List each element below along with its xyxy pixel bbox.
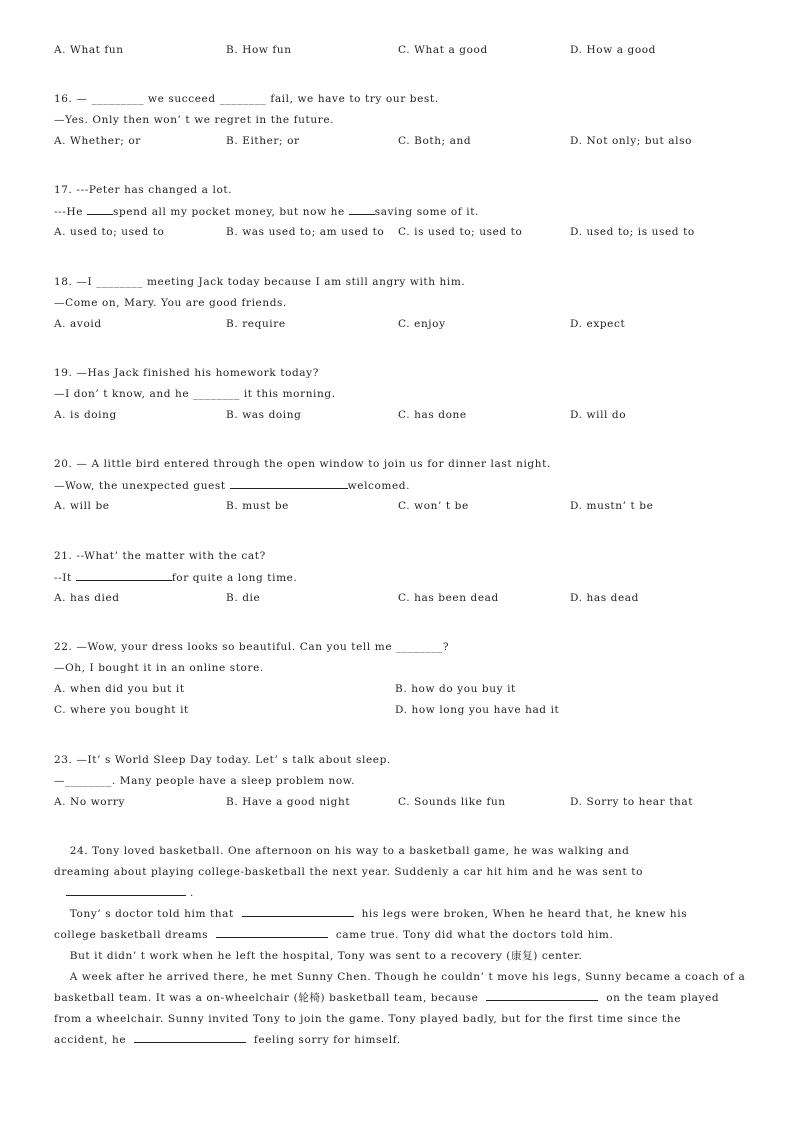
passage-line	[54, 925, 744, 946]
text-segment: on the team played	[598, 992, 720, 1004]
option-a: A. used to; used to	[54, 226, 165, 238]
option-d: D. mustn’ t be	[570, 500, 654, 512]
option-c: C. where you bought it	[54, 704, 189, 716]
text-segment: accident, he	[54, 1034, 135, 1046]
question-20-prompt: 20. — A little bird entered through the open window to join us for dinner last night.	[54, 458, 551, 470]
option-a: A. No worry	[54, 796, 125, 808]
question-21-response	[54, 571, 297, 584]
question-17-response	[54, 205, 479, 218]
option-c: C. Sounds like fun	[398, 796, 506, 808]
question-16-prompt: 16. — _________ we succeed ________ fail, we have to try our best.	[54, 93, 439, 105]
text-segment: for quite a long time.	[171, 572, 298, 584]
text-segment: welcomed.	[347, 480, 411, 492]
answer-blank[interactable]	[230, 479, 348, 489]
text-segment: ---He	[54, 206, 87, 218]
option-d: D. Sorry to hear that	[570, 796, 694, 808]
answer-blank[interactable]	[216, 928, 328, 938]
option-a: A. will be	[54, 500, 110, 512]
answer-blank[interactable]	[87, 205, 113, 215]
option-b: B. Have a good night	[226, 796, 351, 808]
text-segment: .	[186, 887, 194, 899]
passage-line: dreaming about playing college-basketball the next year. Suddenly a car hit him and he was sent to	[54, 866, 643, 878]
text-segment: —Wow, the unexpected guest	[54, 480, 230, 492]
text-segment: came true. Tony did what the doctors told him.	[328, 929, 614, 941]
answer-blank[interactable]	[66, 886, 186, 896]
question-23-response: —________. Many people have a sleep problem now.	[54, 775, 356, 787]
option-d: D. Not only; but also	[570, 135, 693, 147]
text-segment: Tony’ s doctor told him that	[54, 908, 242, 920]
question-20-response	[54, 479, 410, 492]
question-17-prompt: 17. ---Peter has changed a lot.	[54, 184, 233, 196]
passage-line	[54, 988, 744, 1009]
question-18-response: —Come on, Mary. You are good friends.	[54, 297, 287, 309]
option-a: A. Whether; or	[54, 135, 141, 147]
option-c: C. won’ t be	[398, 500, 469, 512]
option-c: C. enjoy	[398, 318, 446, 330]
option-d: D. used to; is used to	[570, 226, 695, 238]
option-a: A. What fun	[54, 44, 124, 56]
question-21-prompt: 21. --What’ the matter with the cat?	[54, 550, 266, 562]
option-d: D. How a good	[570, 44, 657, 56]
text-segment: saving some of it.	[374, 206, 479, 218]
answer-blank[interactable]	[486, 991, 598, 1001]
passage-line	[54, 1030, 744, 1051]
question-19-response: —I don’ t know, and he ________ it this morning.	[54, 388, 336, 400]
option-b: B. must be	[226, 500, 289, 512]
option-b: B. Either; or	[226, 135, 300, 147]
text-segment: college basketball dreams	[54, 929, 217, 941]
option-d: D. expect	[570, 318, 626, 330]
question-24-passage	[54, 841, 744, 1051]
option-d: D. will do	[570, 409, 627, 421]
answer-blank[interactable]	[76, 571, 172, 581]
question-18-prompt: 18. —I ________ meeting Jack today because I am still angry with him.	[54, 276, 466, 288]
text-segment: --It	[54, 572, 76, 584]
option-a: A. avoid	[54, 318, 102, 330]
question-19-prompt: 19. —Has Jack finished his homework today?	[54, 367, 319, 379]
option-c: C. has done	[398, 409, 467, 421]
answer-blank[interactable]	[242, 907, 354, 917]
option-c: C. Both; and	[398, 135, 472, 147]
answer-blank[interactable]	[134, 1033, 246, 1043]
answer-blank[interactable]	[349, 205, 375, 215]
question-16-response: —Yes. Only then won’ t we regret in the future.	[54, 114, 335, 126]
question-23-prompt: 23. —It’ s World Sleep Day today. Let’ s talk about sleep.	[54, 754, 391, 766]
option-c: C. What a good	[398, 44, 488, 56]
option-c: C. has been dead	[398, 592, 499, 604]
option-d: D. has dead	[570, 592, 639, 604]
text-segment: his legs were broken, When he heard that, he knew his	[353, 908, 688, 920]
option-b: B. was used to; am used to	[226, 226, 385, 238]
passage-line	[54, 883, 744, 904]
passage-line: A week after he arrived there, he met Sunny Chen. Though he couldn’ t move his legs, Sunny became a coach of a	[54, 971, 746, 983]
passage-line	[54, 904, 744, 925]
option-b: B. require	[226, 318, 286, 330]
option-b: B. How fun	[226, 44, 292, 56]
option-a: A. when did you but it	[54, 683, 185, 695]
question-22-response: —Oh, I bought it in an online store.	[54, 662, 264, 674]
option-d: D. how long you have had it	[395, 704, 560, 716]
passage-line: 24. Tony loved basketball. One afternoon on his way to a basketball game, he was walking and	[54, 845, 630, 857]
option-c: C. is used to; used to	[398, 226, 523, 238]
text-segment: feeling sorry for himself.	[246, 1034, 401, 1046]
question-22-prompt: 22. —Wow, your dress looks so beautiful. Can you tell me ________?	[54, 641, 450, 653]
passage-line: But it didn’ t work when he left the hospital, Tony was sent to a recovery (康复) center.	[54, 950, 583, 962]
passage-line: from a wheelchair. Sunny invited Tony to join the game. Tony played badly, but for the first time since the	[54, 1013, 682, 1025]
option-a: A. has died	[54, 592, 120, 604]
text-segment: spend all my pocket money, but now he	[112, 206, 349, 218]
option-b: B. was doing	[226, 409, 302, 421]
option-b: B. how do you buy it	[395, 683, 516, 695]
option-b: B. die	[226, 592, 261, 604]
option-a: A. is doing	[54, 409, 117, 421]
text-segment: basketball team. It was a on-wheelchair (轮椅) basketball team, because	[54, 992, 487, 1004]
